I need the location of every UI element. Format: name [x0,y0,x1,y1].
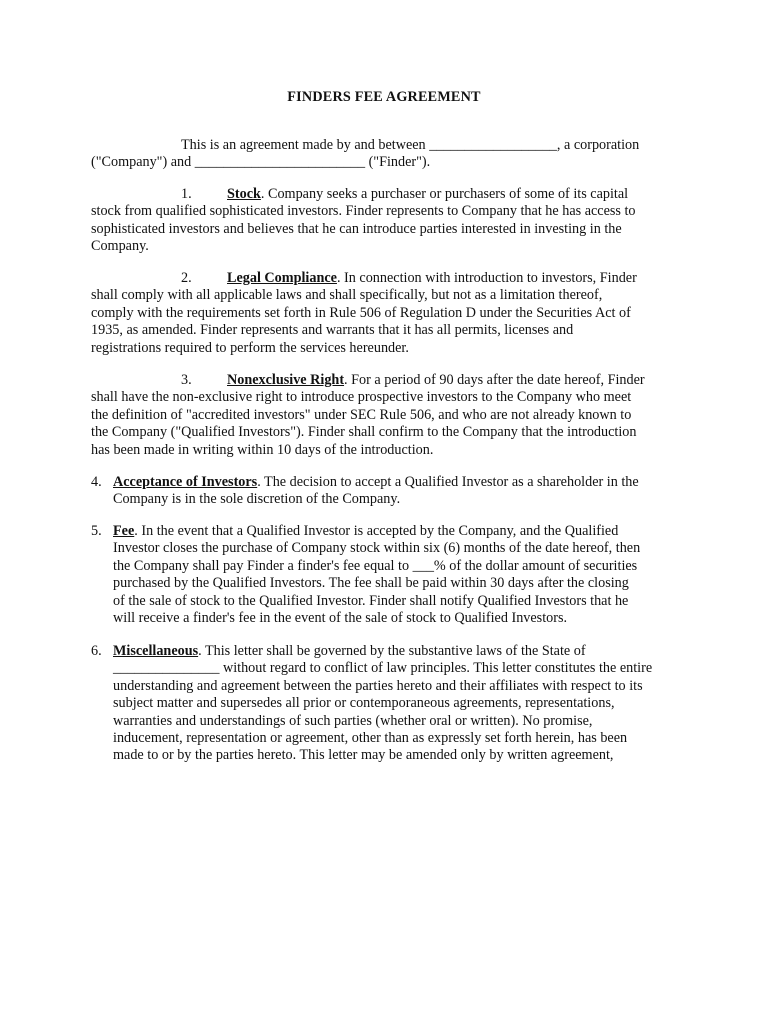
section-5-line-4: purchased by the Qualified Investors. The fee shall be paid within 30 days after the closing [113,575,629,592]
section-3-line-2: shall have the non-exclusive right to introduce prospective investors to the Company who meet [91,389,632,406]
intro-line-2 [91,154,691,171]
company-name-blank: __________________ [429,137,557,153]
section-heading: Nonexclusive Right [227,372,345,388]
section-5-line-5: of the sale of stock to the Qualified Investor. Finder shall notify Qualified Investors that he [113,592,629,609]
section-5-body [113,523,640,627]
section-stock [91,186,691,256]
section-3-line-1 [91,372,691,389]
intro-text: ("Company") and [91,154,195,171]
section-number: 6. [91,643,102,659]
section-heading: Stock [227,186,261,202]
page-title: FINDERS FEE AGREEMENT [287,89,481,105]
intro-text: ("Finder"). [365,154,431,171]
section-6-line-5: warranties and understandings of such parties (whether oral or written). No promise, [113,712,593,729]
section-6-line-3: understanding and agreement between the parties hereto and their affiliates with respect to its [113,677,643,694]
fee-percent-blank: ___ [412,557,434,574]
section-number: 5. [91,523,102,539]
section-legal-compliance [91,270,691,357]
section-heading: Acceptance of Investors [113,474,258,490]
intro-line-1 [91,137,691,154]
section-number: 1. [181,186,192,202]
section-1-line-4: Company. [91,238,149,255]
section-heading: Miscellaneous [113,643,199,659]
finder-name-blank: ________________________ [194,154,366,171]
intro-paragraph [91,137,691,172]
intro-text: , a corporation [556,137,640,153]
section-2-line-4: 1935, as amended. Finder represents and warrants that it has all permits, licenses and [91,322,574,339]
section-text: . For a period of 90 days after the date hereof, Finder [344,372,645,388]
state-name-blank: _______________ [113,660,220,677]
section-5-line-1 [113,523,640,540]
section-2-line-3: comply with the requirements set forth in Rule 506 of Regulation D under the Securities Act of [91,304,631,321]
section-4-line-2: Company is in the sole discretion of the Company. [113,491,401,508]
section-1-line-2: stock from qualified sophisticated investors. Finder represents to Company that he has access to [91,203,636,220]
section-6-line-1 [113,643,652,660]
section-5-line-3 [113,558,640,575]
section-6-line-6: inducement, representation or agreement, other than as expressly set forth herein, has been [113,730,628,747]
section-number: 2. [181,270,192,286]
section-5-line-2: Investor closes the purchase of Company stock within six (6) months of the date hereof, then [113,540,641,557]
section-text: . This letter shall be governed by the substantive laws of the State of [198,643,586,659]
section-text: . In connection with introduction to investors, Finder [336,270,637,286]
section-heading: Legal Compliance [227,270,337,286]
section-1-line-3: sophisticated investors and believes that he can introduce parties interested in investing in the [91,220,622,237]
section-6-body [113,643,652,765]
section-text: without regard to conflict of law principles. This letter constitutes the entire [219,660,653,677]
section-3-line-3: the definition of "accredited investors" under SEC Rule 506, and who are not already known to [91,406,632,423]
section-4-line-1 [113,474,639,491]
section-heading: Fee [113,523,135,539]
section-text: . In the event that a Qualified Investor is accepted by the Company, and the Qualified [134,523,619,539]
section-2-line-2: shall comply with all applicable laws and shall specifically, but not as a limitation thereof, [91,287,603,304]
section-nonexclusive-right [91,372,691,459]
section-3-line-4: the Company ("Qualified Investors"). Finder shall confirm to the Company that the introduction [91,424,637,441]
section-number: 3. [181,372,192,388]
section-text: % of the dollar amount of securities [433,557,638,574]
section-text: . Company seeks a purchaser or purchasers of some of its capital [260,186,629,202]
section-3-line-5: has been made in writing within 10 days of the introduction. [91,441,434,458]
section-2-line-5: registrations required to perform the services hereunder. [91,339,409,356]
section-2-line-1 [91,270,691,287]
section-number: 4. [91,474,102,490]
section-6-line-4: subject matter and supersedes all prior or contemporaneous agreements, representations, [113,695,615,712]
intro-text: This is an agreement made by and between [181,137,430,153]
section-6-line-2 [113,660,652,677]
section-4-body [113,474,639,509]
section-1-line-1 [91,186,691,203]
section-text: . The decision to accept a Qualified Investor as a shareholder in the [257,474,639,490]
section-6-line-7: made to or by the parties hereto. This letter may be amended only by written agreement, [113,747,614,764]
section-5-line-6: will receive a finder's fee in the event of the sale of stock to Qualified Investors. [113,610,568,627]
section-text: the Company shall pay Finder a finder's fee equal to [113,557,413,574]
